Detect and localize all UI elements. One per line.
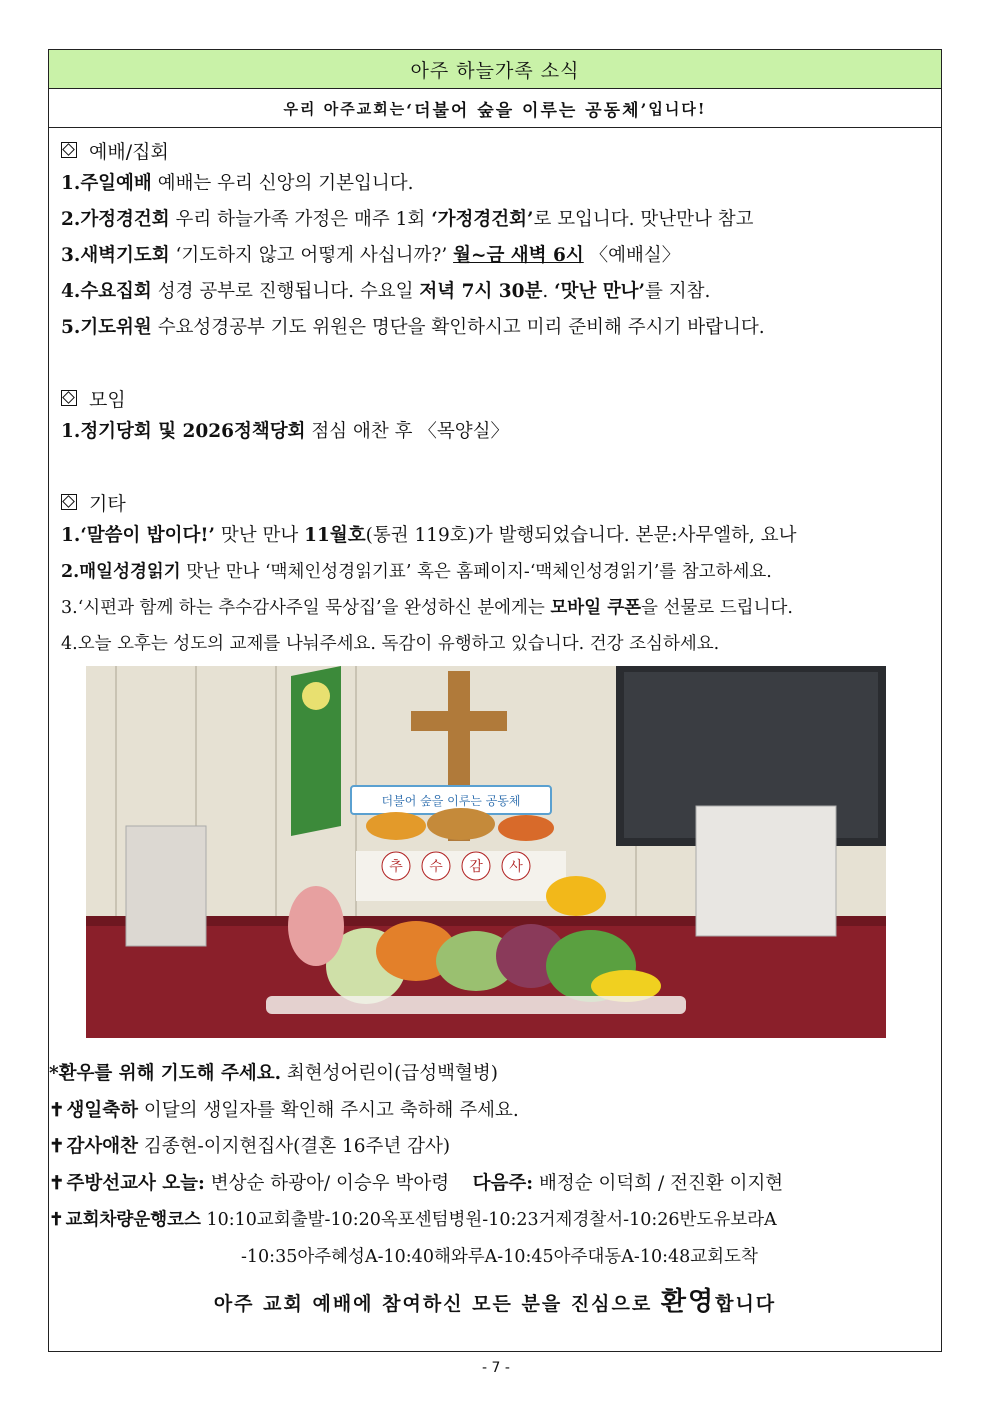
- item-text: 맛난 만나: [214, 525, 305, 546]
- photo-char-3: 감: [469, 859, 483, 875]
- newsletter-title: [49, 50, 941, 89]
- photo-char-4: 사: [509, 859, 523, 875]
- section-title: 예배/집회: [89, 140, 169, 163]
- item-text: 로 모입니다. 맛난만나 참고: [533, 209, 754, 230]
- item-text: 수요성경공부 기도 위원은 명단을 확인하시고 미리 준비해 주시기 바랍니다.: [151, 317, 765, 338]
- thanksgiving-altar-photo: [86, 666, 886, 1038]
- photo-char-2: 수: [429, 859, 443, 875]
- welcome-big: 환영: [660, 1287, 716, 1317]
- item-label: 4.수요집회: [61, 281, 152, 302]
- worship-item-1: [61, 166, 929, 202]
- section-worship-heading: [61, 134, 929, 166]
- thanks-label: 감사애찬: [66, 1136, 138, 1157]
- etc-item-4: [61, 626, 929, 662]
- prayer-label: *환우를 위해 기도해 주세요.: [49, 1063, 282, 1084]
- prayer-request: [49, 1056, 941, 1093]
- worship-item-2: [61, 202, 929, 238]
- meeting-item-1: [61, 414, 929, 450]
- content-area: [49, 128, 941, 662]
- page-number: - 7 -: [482, 1360, 510, 1376]
- car-course: [49, 1202, 941, 1239]
- subtitle-post: 입니다!: [648, 99, 707, 118]
- item-text: 맛난 만나 ‘맥체인성경읽기표’ 혹은 홈페이지-‘맥체인성경읽기’를 참고하세요.: [180, 562, 772, 582]
- title-text: 아주 하늘가족 소식: [410, 59, 580, 82]
- item-label: 1.‘말씀이 밥이다!’: [61, 525, 215, 546]
- section-etc-heading: [61, 486, 929, 518]
- kitchen-next-text: 배정순 이덕희 / 전진환 이지현: [533, 1172, 784, 1194]
- item-text: 예배는 우리 신앙의 기본입니다.: [151, 173, 414, 194]
- welcome-pre: 아주 교회 예배에 참여하신 모든 분을 진심으로: [213, 1293, 661, 1315]
- item-label: 5.기도위원: [61, 317, 152, 338]
- item-bold: 모바일 쿠폰: [550, 598, 642, 618]
- worship-item-4: [61, 274, 929, 310]
- cross-icon: ✝: [49, 1136, 65, 1157]
- birthday-notice: [49, 1093, 941, 1130]
- section-title: 모임: [89, 388, 126, 411]
- photo-char-1: 추: [389, 859, 403, 875]
- item-text: 우리 하늘가족 가정은 매주 1회: [169, 209, 432, 230]
- newsletter-subtitle: [49, 89, 941, 128]
- etc-item-3: [61, 590, 929, 626]
- kitchen-text: 변상순 하광아/ 이승우 박아령: [204, 1172, 450, 1194]
- item-text: 점심 애찬 후 〈목양실〉: [305, 421, 510, 442]
- item-text: .: [542, 281, 555, 302]
- kitchen-label: 주방선교사 오늘:: [66, 1172, 205, 1194]
- cross-icon: ✝: [49, 1210, 64, 1230]
- item-label: 3.새벽기도회: [61, 245, 170, 266]
- diamond-box-icon: [61, 142, 77, 158]
- item-label: 1.정기당회 및 2026정책당회: [61, 421, 306, 442]
- item-text: 를 지참.: [644, 281, 711, 302]
- car-label: 교회차량운행코스: [65, 1210, 201, 1230]
- etc-item-2: [61, 554, 929, 590]
- item-bold: 월~금 새벽 6시: [453, 245, 584, 266]
- item-text: (통권 119호)가 발행되었습니다. 본문:사무엘하, 요나: [365, 525, 797, 546]
- item-text: 4.오늘 오후는 성도의 교제를 나눠주세요. 독감이 유행하고 있습니다. 건강 조심하세요.: [61, 634, 720, 654]
- subtitle-pre: 우리 아주교회는: [283, 99, 407, 118]
- cross-icon: ✝: [49, 1099, 65, 1121]
- item-text: 3.‘시편과 함께 하는 추수감사주일 묵상집’을 완성하신 분에게는: [61, 598, 551, 618]
- item-bold: ‘가정경건회’: [431, 209, 534, 230]
- section-title: 기타: [89, 492, 126, 515]
- section-meeting-heading: [61, 382, 929, 414]
- diamond-box-icon: [61, 390, 77, 406]
- worship-item-3: [61, 238, 929, 274]
- welcome-message: [49, 1281, 941, 1318]
- kitchen-next-label: 다음주:: [472, 1172, 534, 1194]
- item-label: 1.주일예배: [61, 173, 152, 194]
- car-course-cont: [49, 1239, 941, 1276]
- kitchen-notice: [49, 1166, 941, 1203]
- item-bold: 저녁 7시 30분: [419, 281, 543, 302]
- prayer-text: 최현성어린이(급성백혈병): [281, 1063, 498, 1084]
- item-label: 2.매일성경읽기: [61, 562, 181, 582]
- worship-item-5: [61, 310, 929, 346]
- welcome-post: 합니다: [715, 1293, 777, 1315]
- item-text: ‘기도하지 않고 어떻게 사십니까?’: [169, 245, 454, 266]
- notices-area: [49, 1042, 941, 1318]
- subtitle-highlight: ‘더불어 숲을 이루는 공동체’: [406, 100, 649, 121]
- item-label: 2.가정경건회: [61, 209, 170, 230]
- thanks-text: 김종현-이지현집사(결혼 16주년 감사): [138, 1136, 451, 1157]
- diamond-box-icon: [61, 494, 77, 510]
- item-text: 〈예배실〉: [583, 245, 681, 266]
- birthday-text: 이달의 생일자를 확인해 주시고 축하해 주세요.: [138, 1099, 519, 1121]
- item-bold: ‘맛난 만나’: [554, 281, 645, 302]
- newsletter-frame: [48, 49, 942, 1352]
- car-text-2: -10:35아주혜성A-10:40해와루A-10:45아주대동A-10:48교회도착: [241, 1246, 758, 1267]
- item-bold: 11월호: [304, 525, 366, 546]
- car-text-1: 10:10교회출발-10:20옥포센텀병원-10:23거제경찰서-10:26반도유보라A: [200, 1210, 777, 1230]
- etc-item-1: [61, 518, 929, 554]
- thanks-notice: [49, 1129, 941, 1166]
- item-text: 을 선물로 드립니다.: [641, 598, 793, 618]
- item-text: 성경 공부로 진행됩니다. 수요일: [151, 281, 420, 302]
- birthday-label: 생일축하: [66, 1099, 138, 1121]
- cross-icon: ✝: [49, 1172, 65, 1194]
- photo-banner-text: 더불어 숲을 이루는 공동체: [381, 794, 521, 808]
